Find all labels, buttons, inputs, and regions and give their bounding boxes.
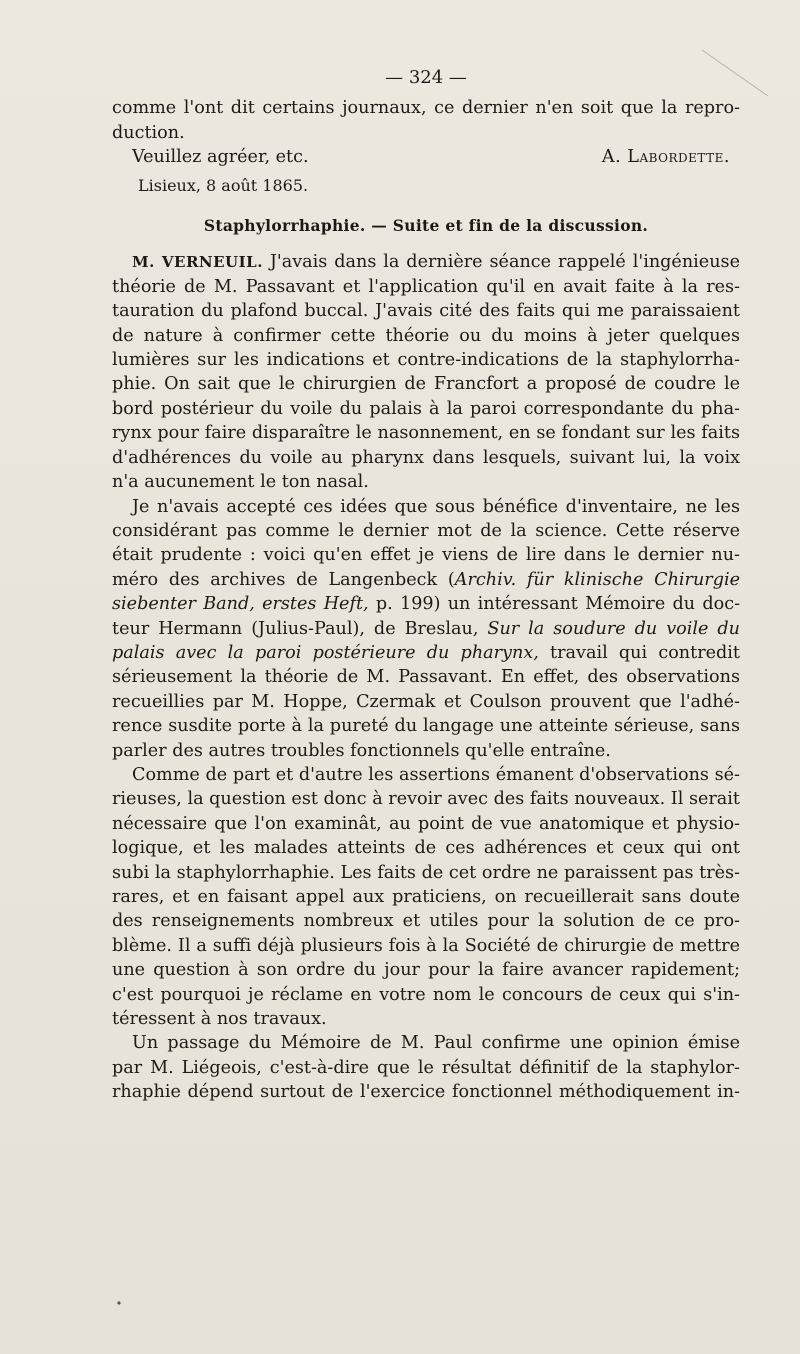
text-line: Un passage du Mémoire de M. Paul confirme une opinion émise — [132, 1033, 740, 1054]
text-line: une question à son ordre du jour pour la faire avancer rapidement; — [112, 960, 740, 981]
salutation-row — [112, 145, 740, 169]
speaker-name: M. VERNEUIL. — [132, 253, 263, 272]
text-line: Je n'avais accepté ces idées que sous bénéfice d'inventaire, ne les — [132, 496, 740, 517]
text-line: était prudente : voici qu'en effet je viens de lire dans le dernier nu- — [112, 545, 740, 566]
page-text — [112, 66, 740, 1105]
text-line: subi la staphylorrhaphie. Les faits de cet ordre ne paraissent pas très- — [112, 862, 740, 883]
letter-closing-line: duction. — [112, 122, 185, 143]
text-line: considérant pas comme le dernier mot de la science. Cette réserve — [112, 520, 740, 541]
text-line — [112, 617, 740, 641]
text-line — [112, 568, 740, 592]
text-span: travail qui contredit — [538, 642, 740, 663]
text-line: bord postérieur du voile du palais à la paroi correspondante du pha- — [112, 398, 740, 419]
text-span: teur Hermann (Julius-Paul), de Breslau, — [112, 618, 488, 639]
text-line — [112, 250, 740, 274]
text-line: rynx pour faire disparaître le nasonnement, en se fondant sur les faits — [112, 423, 740, 444]
text-line: logique, et les malades atteints de ces adhérences et ceux qui ont — [112, 838, 740, 859]
text-line: recueillies par M. Hoppe, Czermak et Coulson prouvent que l'adhé- — [112, 691, 740, 712]
text-span: p. 199) un intéressant Mémoire du doc- — [368, 594, 741, 615]
paragraph — [112, 250, 740, 494]
text-line: phie. On sait que le chirurgien de Francfort a proposé de coudre le — [112, 374, 740, 395]
text-line: rhaphie dépend surtout de l'exercice fonctionnel méthodiquement in- — [112, 1082, 740, 1103]
section-heading: Staphylorrhaphie. — Suite et fin de la discussion. — [203, 216, 649, 236]
text-line: rence susdite porte à la pureté du langage une atteinte sérieuse, sans — [112, 716, 740, 737]
citation-title: Archiv. für klinische Chirurgie — [454, 569, 740, 590]
place-date: Lisieux, 8 août 1865. — [138, 175, 309, 195]
paragraph — [112, 495, 740, 763]
text-line: téressent à nos travaux. — [112, 1009, 327, 1030]
text-line: blème. Il a suffi déjà plusieurs fois à la Société de chirurgie de mettre — [112, 935, 740, 956]
text-line: d'adhérences du voile au pharynx dans lesquels, suivant lui, la voix — [112, 447, 740, 468]
text-line: c'est pourquoi je réclame en votre nom le concours de ceux qui s'in- — [112, 984, 740, 1005]
citation-title: siebenter Band, erstes Heft, — [112, 594, 369, 615]
text-line: sérieusement la théorie de M. Passavant. En effet, des observations — [112, 667, 740, 688]
text-line: tauration du plafond buccal. J'avais cité des faits qui me paraissaient — [112, 301, 740, 322]
memoir-title: palais avec la paroi postérieure du pharynx, — [112, 642, 539, 663]
memoir-title: Sur la soudure du voile du — [487, 618, 740, 639]
text-line — [112, 592, 740, 616]
ink-speck — [116, 1300, 122, 1306]
text-line: lumières sur les indications et contre-indications de la staphylorrha- — [112, 350, 740, 371]
text-line: n'a aucunement le ton nasal. — [112, 472, 369, 493]
salutation: Veuillez agréer, etc. — [132, 147, 309, 168]
text-line: des renseignements nombreux et utiles pour la solution de ce pro- — [112, 911, 740, 932]
text-line: nécessaire que l'on examinât, au point de vue anatomique et physio- — [112, 813, 740, 834]
text-line: parler des autres troubles fonctionnels qu'elle entraîne. — [112, 740, 611, 761]
paragraph — [112, 763, 740, 1031]
page-number: — 324 — — [385, 67, 467, 88]
signature: A. Labordette. — [601, 147, 730, 168]
text-line: de nature à confirmer cette théorie ou du moins à jeter quelques — [112, 325, 740, 346]
text-line: par M. Liégeois, c'est-à-dire que le résultat définitif de la staphylor- — [112, 1057, 740, 1078]
text-line: Comme de part et d'autre les assertions émanent d'observations sé- — [132, 764, 740, 785]
letter-closing-line: comme l'ont dit certains journaux, ce dernier n'en soit que la repro- — [112, 98, 740, 119]
paragraph — [112, 1031, 740, 1104]
text-span: J'avais dans la dernière séance rappelé l'ingénieuse — [269, 252, 740, 273]
text-line: rares, et en faisant appel aux praticiens, on recueillerait sans doute — [112, 887, 740, 907]
text-span: méro des archives de Langenbeck ( — [112, 569, 455, 590]
text-line — [112, 641, 740, 665]
text-line: théorie de M. Passavant et l'application qu'il en avait faite à la res- — [112, 276, 740, 297]
text-line: rieuses, la question est donc à revoir avec des faits nouveaux. Il serait — [112, 789, 740, 810]
